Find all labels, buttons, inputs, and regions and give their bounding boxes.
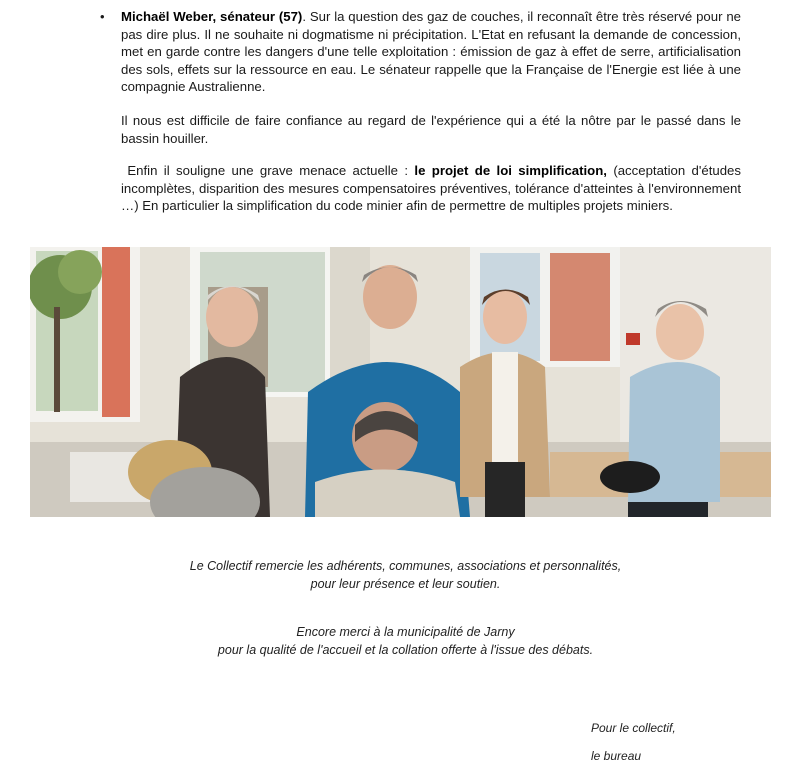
speaker-paragraph	[121, 8, 741, 96]
thanks-line-4: pour la qualité de l'accueil et la collation offerte à l'issue des débats.	[217, 643, 594, 657]
threat-paragraph	[121, 162, 741, 215]
threat-text-after: (acceptation d'études incomplètes, disparition des mesures compensatoires préventives, tolérance d'atteintes à l'environnement …) En particulier la simplification du code minier afin de permettre de multiples projets miniers.	[121, 163, 741, 214]
speaker-name: Michaël Weber, sénateur (57)	[121, 9, 303, 24]
thanks-line-2: pour leur présence et leur soutien.	[310, 577, 501, 591]
trust-paragraph: Il nous est difficile de faire confiance au regard de l'expérience qui a été la nôtre par le passé dans le bassin houiller.	[121, 113, 741, 146]
speaker-text: . Sur la question des gaz de couches, il reconnaît être très réservé pour ne pas dire plus. Il ne souhaite ni dogmatisme ni précipitation. L'Etat en refusant la demande de concession, met en garde contre les dangers d'une telle exploitation : émission de gaz à effet de serre, artificialisation des sols, effets sur la ressource en eau. Le sénateur rappelle que la Française de l'Energie est liée à une compagnie Australienne.	[121, 9, 741, 95]
signature-line-2: le bureau	[591, 749, 642, 763]
bullet-marker: •	[100, 9, 105, 24]
thanks-block-1	[10, 557, 791, 593]
signature-line-1: Pour le collectif,	[591, 721, 676, 735]
thanks-block-2	[10, 623, 791, 659]
threat-text-before: Enfin il souligne une grave menace actuelle :	[127, 163, 415, 178]
meeting-photo	[30, 247, 771, 517]
thanks-line-1: Le Collectif remercie les adhérents, communes, associations et personnalités,	[189, 559, 622, 573]
threat-bold: le projet de loi simplification,	[414, 163, 607, 178]
thanks-line-3: Encore merci à la municipalité de Jarny	[296, 625, 515, 639]
